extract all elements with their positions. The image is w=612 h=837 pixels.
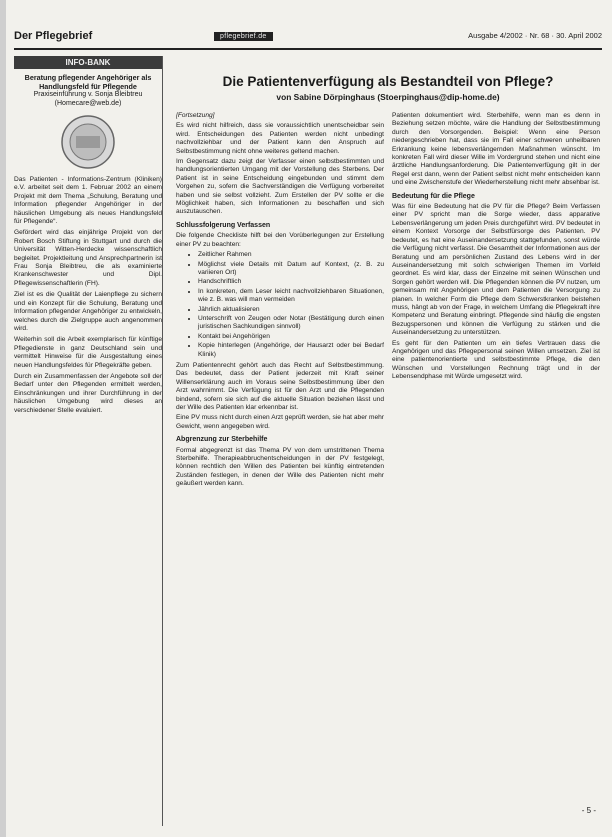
checklist-item: • Unterschrift von Zeugen oder Notar (Bestätigung durch einen juristischen Sachkundigen sinnvoll) — [198, 315, 384, 332]
site-badge: pflegebrief.de — [214, 32, 273, 41]
sidebar-title: Beratung pflegender Angehöriger als Handlungsfeld für Pflegende — [24, 73, 152, 91]
section-heading: Bedeutung für die Pflege — [392, 192, 475, 200]
paragraph: Eine PV muss nicht durch einen Arzt geprüft werden, sie hat aber mehr Gewicht, wenn angegeben wird. — [176, 414, 384, 430]
checklist-item: • Jährlich aktualisieren — [198, 306, 384, 314]
checklist — [176, 251, 384, 359]
sidebar-paragraph: Durch ein Zusammenfassen der Angebote soll der Bedarf unter den Pflegenden ermittelt werden, Einschränkungen und ihrer Durchführung in der häuslichen Umgebung wird dieses an verschiedener Stelle evaluiert. — [14, 372, 162, 414]
paragraph: Zum Patientenrecht gehört auch das Recht auf Selbstbestimmung. Das bedeutet, dass der Patient jederzeit mit Kraft seiner Willenserklärung auch im Voraus seine Selbstbestimmung über den Arzt wahrnimmt. Die Verfügung ist für den Arzt und die Pflegenden bindend, sofern sie sich auf die aktuelle Situation beziehen lässt und der Wille des Patienten klar erkennbar ist. — [176, 361, 384, 411]
sidebar — [14, 56, 163, 826]
checklist-item: • In konkreten, dem Leser leicht nachvollziehbaren Situationen, wie z. B. was will man vermeiden — [198, 288, 384, 305]
section-heading: Schlussfolgerung Verfassen — [176, 221, 271, 229]
article-column-2 — [392, 112, 600, 830]
paragraph: Was für eine Bedeutung hat die PV für die Pflege? Beim Verfassen einer PV spricht man die Sorge wieder, dass apparative Lebensverlängerung um jeden Preis durchgeführt wird. PV bedeutet in einem Kontext Vorsorge der Selbstfürsorge des Patienten. PV bedeutet, es hat eine Auseinandersetzung stattgefunden, sonst würde die Verfügung nicht verfasst. Die Gesamtheit der Informationen aus der Beratung und am persönlichen Zustand des Lebens wird in der Auseinandersetzung mit solch schwierigen Themen im Vorfeld geordnet. Es wird klar, dass der Einzelne mit seinen Wünschen und Sorgen gehört werden will. Die Pflegenden können die PV nutzen, um gemeinsam mit Angehörigen und dem Patienten die Versorgung zu planen. In welcher Form die Pflege dem Schwerstkranken beistehen muss, hängt ab von der Frage, in welchem Umfang die Pflegekraft ihre Kompetenz und Beratung einbringt. Pflegende sind häufig die engsten Bezugspersonen und können die Verfügung zu stärken und die Auseinandersetzung zu unterstützen. — [392, 203, 600, 337]
checklist-item: • Möglichst viele Details mit Datum auf Kontext, (z. B. zu variieren Ort) — [198, 261, 384, 278]
paragraph: Im Gegensatz dazu zeigt der Verfasser einen selbstbestimmten und handlungsorientierten Umgang mit der Vorstellung des Sterbens. Der Patient ist in seine Entscheidung eingebunden und stimmt dem Vorgehen zu, sofern die Sachverständigen die Verfügung vorbereitet haben und sie selbst vollzieht. Zum Erstellen der PV sollte er die Möglichkeit haben, sich Informationen zu beschaffen und sich auszutauschen. — [176, 158, 384, 216]
scan-edge — [0, 0, 6, 837]
sidebar-paragraph: Gefördert wird das einjährige Projekt von der Robert Bosch Stiftung in Stuttgart und durch die Universität Witten-Herdecke wissenschaftlich begleitet. Projektleitung und Ansprechpartnerin ist Frau Sonja Bleibtreu, die als examinierte Krankenschwester und Dipl. Pflegewissenschaftlerin (FH). — [14, 229, 162, 287]
sidebar-paragraph: Ziel ist es die Qualität der Laienpflege zu sichern und ein Konzept für die Schulung, Beratung und Information pflegender Angehöriger zu entwickeln, welches durch die Zielgruppe auch angenommen wird. — [14, 291, 162, 332]
checklist-item: • Kopie hinterlegen (Angehörige, der Hausarzt oder bei Bedarf Klinik) — [198, 342, 384, 359]
sidebar-box-label: INFO-BANK — [14, 56, 162, 69]
sidebar-paragraph: Weiterhin soll die Arbeit exemplarisch für künftige Pflegedienste in ganz Deutschland sein und vermittelt Hinweise für die Ausgestaltung eines neuen Handlungsfeldes für Pflegekräfte geben. — [14, 336, 162, 369]
header-rule — [14, 48, 602, 50]
paragraph: Patienten dokumentiert wird. Sterbehilfe, wenn man es denn in Beziehung setzen möchte, wäre die Handlung der Selbstbestimmung durch den Vorsorgenden. Beispiel: Wenn eine Person niedergeschrieben hat, dass sie im Fall einer schweren unheilbaren Erkrankung keine lebensverlängernden Maßnahmen wünscht. Im konkreten Fall wird dieser Wille im Vordergrund stehen und nicht eine ärztliche Handlungsanforderung. Die Patientenverfügung gilt in der Regel erst dann, wenn der Patient selbst nicht mehr entscheiden kann und eine Zwischenstufe der Wiederherstellung nicht mehr absehbar ist. — [392, 112, 600, 187]
checklist-item: • Handschriftlich — [198, 278, 384, 286]
article-headline: Die Patientenverfügung als Bestandteil von Pflege? — [222, 74, 554, 89]
pflegebrief-logo — [60, 114, 116, 170]
page-header — [14, 30, 602, 46]
continuation-tag: [Fortsetzung] — [176, 112, 215, 119]
paragraph: Es geht für den Patienten um ein tiefes Vertrauen dass die Angehörigen und das Pflegepersonal seinen Willen umsetzen. Ziel ist eine patientenorientierte und selbstbestimmte Pflege, die den Wünschen und Vorstellungen Rechnung trägt und in der Lebensendphase mit Würde umgesetzt wird. — [392, 339, 600, 381]
checklist-item: • Kontakt bei Angehörigen — [198, 333, 384, 341]
article-author: von Sabine Dörpinghaus (Stoerpinghaus@dip-home.de) — [276, 92, 500, 102]
brand-title: Der Pflegebrief — [14, 30, 93, 42]
paragraph: Die folgende Checkliste hilft bei den Vorüberlegungen zur Erstellung einer PV zu beachten: — [176, 232, 384, 248]
page-number: - 5 - — [581, 806, 596, 815]
checklist-item: • Zeitlicher Rahmen — [198, 251, 384, 259]
article-column-1 — [176, 112, 384, 830]
sidebar-paragraph: Das Patienten - Informations-Zentrum (Kliniken) e.V. arbeitet seit dem 1. Februar 2002 an einem Projekt mit dem Thema „Schulung, Beratung und Information pflegender Angehöriger in der häuslichen Umgebung als neues Handlungsfeld für Pflegende“. — [14, 176, 162, 226]
paragraph: Formal abgegrenzt ist das Thema PV von dem umstrittenen Thema Sterbehilfe. Therapieabbruchentscheidungen in der PV festgelegt, können rechtlich den Willen des Patienten bei künftig eintretenden Zuständen festlegen, in denen der Wille des Patienten nicht mehr geäußert werden kann. — [176, 446, 384, 488]
issue-info: Ausgabe 4/2002 · Nr. 68 · 30. April 2002 — [468, 31, 602, 40]
section-heading: Abgrenzung zur Sterbehilfe — [176, 436, 268, 444]
paragraph: Es wird nicht hilfreich, dass sie voraussichtlich unentscheidbar sein wird. Entscheidungen des Patienten werden nicht unbedingt nachvollziehbar und der Patient kann den Anspruch auf Selbstbestimmung nicht ohne weiteres geltend machen. — [176, 122, 384, 155]
sidebar-contact: Praxiseinführung v. Sonja Bleibtreu (Homecare@web.de) — [33, 91, 143, 107]
